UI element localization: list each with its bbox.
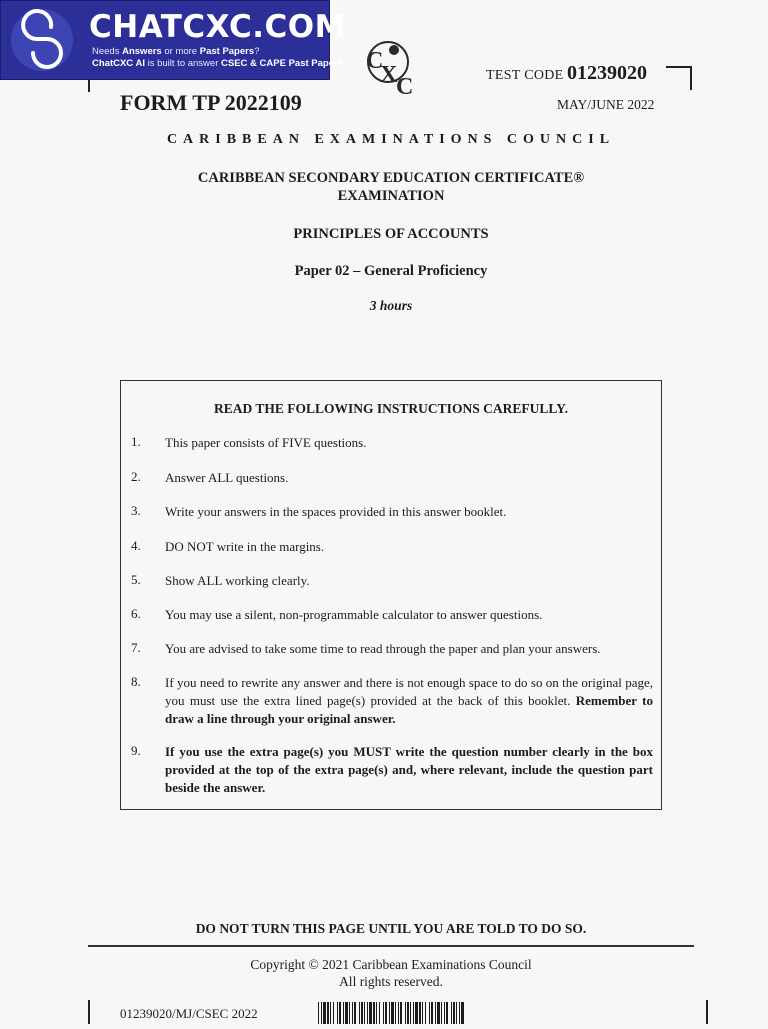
form-number: FORM TP 2022109 xyxy=(120,90,302,115)
footer-divider xyxy=(88,945,694,947)
corner-registration-mark xyxy=(666,66,692,90)
instruction-text: Write your answers in the spaces provided in this answer booklet. xyxy=(165,504,507,519)
document-code: 01239020/MJ/CSEC 2022 xyxy=(120,1006,258,1021)
instruction-number: 4. xyxy=(131,538,141,553)
svg-text:C: C xyxy=(366,48,384,74)
instruction-text: Answer ALL questions. xyxy=(165,470,289,485)
instruction-text: You may use a silent, non-programmable calculator to answer questions. xyxy=(165,607,543,622)
registration-mark-left xyxy=(88,80,90,92)
instruction-text: This paper consists of FIVE questions. xyxy=(165,435,367,450)
cxc-logo-icon xyxy=(358,38,424,96)
copyright-notice: Copyright © 2021 Caribbean Examinations Council xyxy=(250,957,532,972)
instruction-number: 5. xyxy=(131,572,141,587)
svg-text:X: X xyxy=(380,62,398,88)
instruction-number: 2. xyxy=(131,469,141,484)
instruction-number: 9. xyxy=(131,743,141,758)
instruction-text: If you use the extra page(s) you MUST write the question number clearly in the box provided at the top of the extra page(s) and, where relevant, include the question part beside the answer. xyxy=(165,744,653,795)
paper-title: Paper 02 – General Proficiency xyxy=(294,263,488,279)
registration-mark-bottom-left xyxy=(88,1000,90,1024)
instruction-number: 8. xyxy=(131,674,141,689)
rights-notice: All rights reserved. xyxy=(339,974,443,989)
instruction-text: You are advised to take some time to read through the paper and plan your answers. xyxy=(165,641,601,656)
banner-tagline-1: Needs Answers or more Past Papers? xyxy=(92,46,260,57)
exam-session: MAY/JUNE 2022 xyxy=(557,97,655,112)
chatcxc-banner[interactable] xyxy=(0,0,346,80)
instruction-text: Show ALL working clearly. xyxy=(165,573,310,588)
barcode-icon xyxy=(318,1002,464,1024)
instruction-number: 3. xyxy=(131,503,141,518)
instruction-text-regular: If you need to rewrite any answer and there is not enough space to do so on the original page, you must use the extra lined page(s) provided at the back of this booklet. xyxy=(165,675,653,708)
council-name: CARIBBEAN EXAMINATIONS COUNCIL xyxy=(166,132,616,147)
subject-title: PRINCIPLES OF ACCOUNTS xyxy=(293,226,489,242)
instruction-number: 7. xyxy=(131,640,141,655)
certificate-title-line-2: EXAMINATION xyxy=(337,188,445,204)
banner-tagline-2: ChatCXC AI is built to answer CSEC & CAPE Past Papers. xyxy=(92,58,346,69)
chat-s-logo-icon xyxy=(11,9,73,71)
instructions-heading: READ THE FOLLOWING INSTRUCTIONS CAREFULLY. xyxy=(214,401,568,416)
instruction-text xyxy=(165,674,653,728)
instruction-number: 6. xyxy=(131,606,141,621)
test-code-value: 01239020 xyxy=(567,62,647,84)
instruction-text-bold: Remember to draw a line through your original answer. xyxy=(165,693,653,726)
registration-mark-bottom-right xyxy=(706,1000,708,1024)
certificate-title: CARIBBEAN SECONDARY EDUCATION CERTIFICATE® xyxy=(197,170,585,186)
test-code-label: TEST CODE xyxy=(486,68,564,83)
instruction-number: 1. xyxy=(131,434,141,449)
banner-title: CHATCXC.COM xyxy=(89,9,346,45)
instruction-text: DO NOT write in the margins. xyxy=(165,539,325,554)
exam-duration: 3 hours xyxy=(369,298,413,313)
do-not-turn-warning: DO NOT TURN THIS PAGE UNTIL YOU ARE TOLD TO DO SO. xyxy=(195,921,587,936)
svg-text:C: C xyxy=(396,74,414,96)
